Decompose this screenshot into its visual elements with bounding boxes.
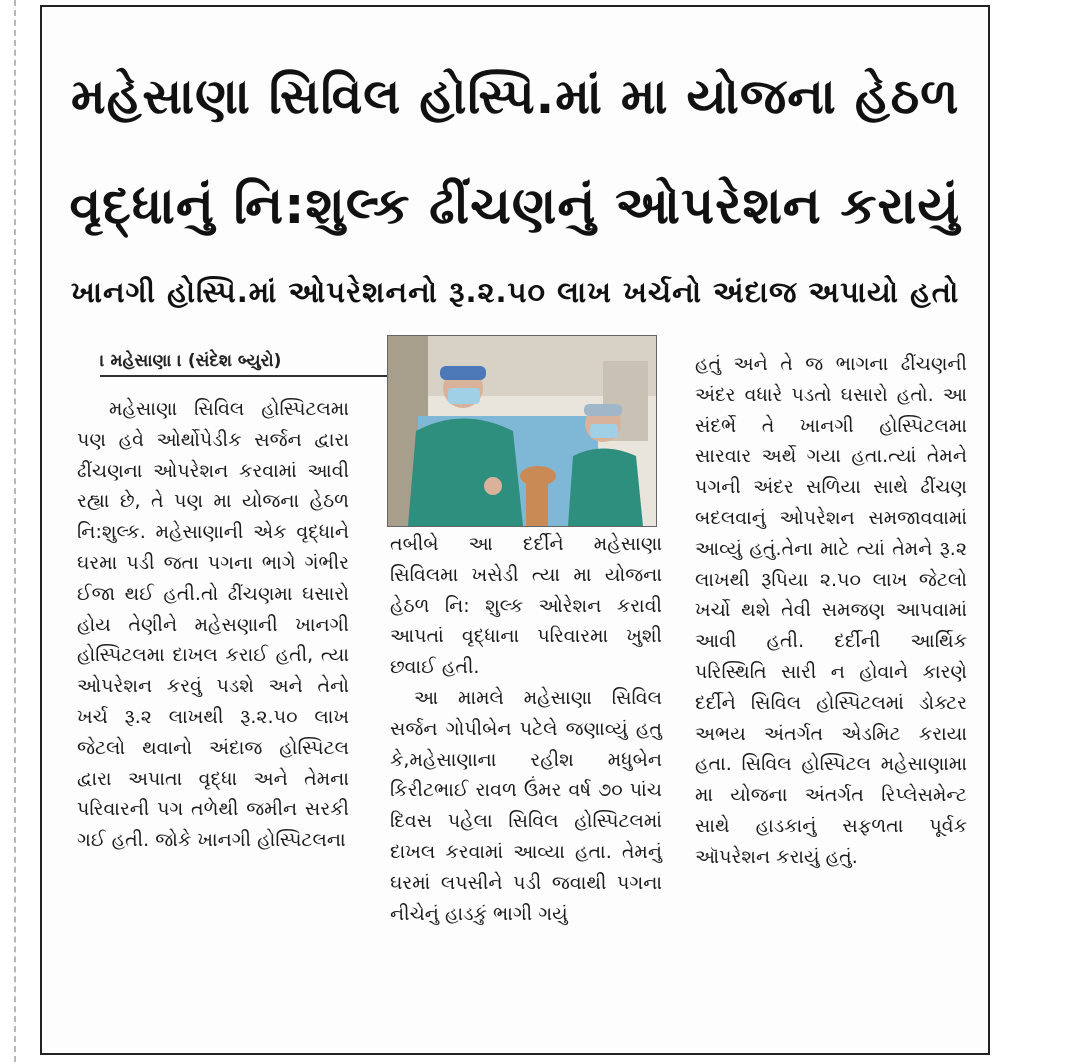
news-clipping [40,5,990,1055]
headline-line-1: મહેસાણા સિવિલ હોસ્પિ.માં મા યોજના હેઠળ [71,68,960,125]
dateline: । મહેસાણા । (સંદેશ બ્યુરો) [100,347,390,377]
article-column-1 [77,394,349,856]
subheadline: ખાનગી હોસ્પિ.માં ઓપરેશનનો રૂ.૨.૫૦ લાખ ખર્ચનો અંદાજ અપાયો હતો [71,275,960,309]
surgeons-photo-illustration [388,336,656,526]
article-column-3 [695,349,967,873]
page-fold-guide [14,0,16,1062]
column-3-text: હતું અને તે જ ભાગના ઢીંચણની અંદર વધારે પડતો ઘસારો હતો. આ સંદર્ભે તે ખાનગી હોસ્પિટલમા સારવાર અર્થે ગયા હતા.ત્યાં તેમને પગની અંદર સળિયા સાથે ઢીંચણ બદલવાનું ઓપરેશન સમજાવવામાં આવ્યું હતું.તેના માટે ત્યાં તેમને રૂ.૨ લાખથી રૂપિયા ૨.૫૦ લાખ જેટલો ખર્ચો થશે તેવી સમજણ આપવામાં આવી હતી. દર્દીની આર્થિક પરિસ્થિતિ સારી ન હોવાને કારણે દર્દીને સિવિલ હોસ્પિટલમાં ડોક્ટર અભય અંતર્ગત એડમિટ કરાયા હતા. સિવિલ હોસ્પિટલ મહેસાણામા મા યોજના અંતર્ગત રિપ્લેસમેન્ટ સાથે હાડકાનું સફળતા પૂર્વક ઑપરેશન કરાયું હતું. [695,353,967,868]
headline-line-2: વૃદ્ધાનું નિ:શુલ્ક ઢીંચણનું ઓપરેશન કરાયું [69,177,961,236]
column-2-paragraph-2: આ મામલે મહેસાણા સિવિલ સર્જન ગોપીબેન પટેલે જણાવ્યું હતુ કે,મહેસાણાના રહીશ મધુબેન કિરીટભાઈ રાવળ ઉંમર વર્ષ ૭૦ પાંચ દિવસ પહેલા સિવિલ હોસ્પિટલમાં દાખલ કરવામાં આવ્યા હતા. તેમનું ઘરમાં લપસીને પડી જવાથી પગના નીચેનું હાડકું ભાગી ગયું [390,686,662,925]
column-2-paragraph-1: તબીબે આ દર્દીને મહેસાણા સિવિલમા ખસેડી ત્યા મા યોજના હેઠળ નિ: શુલ્ક ઓરેશન કરાવી આપતાં વૃદ્ધાના પરિવારમા ખુશી છવાઈ હતી. [390,533,662,679]
column-1-text: મહેસાણા સિવિલ હોસ્પિટલમા પણ હવે ઓર્થોપેડીક સર્જન દ્વારા ઢીંચણના ઓપરેશન કરવામાં આવી રહ્યા છે, તે પણ મા યોજના હેઠળ નિ:શુલ્ક. મહેસાણાની એક વૃદ્ધાને ઘરમા પડી જતા પગના ભાગે ગંભીર ઈજા થઈ હતી.તો ઢીંચણમા ઘસારો હોય તેણીને મહેસણાની ખાનગી હોસ્પિટલમા દાખલ કરાઈ હતી, ત્યા ઓપરેશન કરવું પડશે અને તેનો ખર્ચ રૂ.૨ લાખથી રૂ.૨.૫૦ લાખ જેટલો થવાનો અંદાજ હોસ્પિટલ દ્વારા અપાતા વૃદ્ધા અને તેમના પરિવારની પગ તળેથી જમીન સરકી ગઈ હતી. જોકે ખાનગી હોસ્પિટલના [77,398,349,852]
operation-photo [387,335,657,527]
article-column-2 [390,529,662,929]
